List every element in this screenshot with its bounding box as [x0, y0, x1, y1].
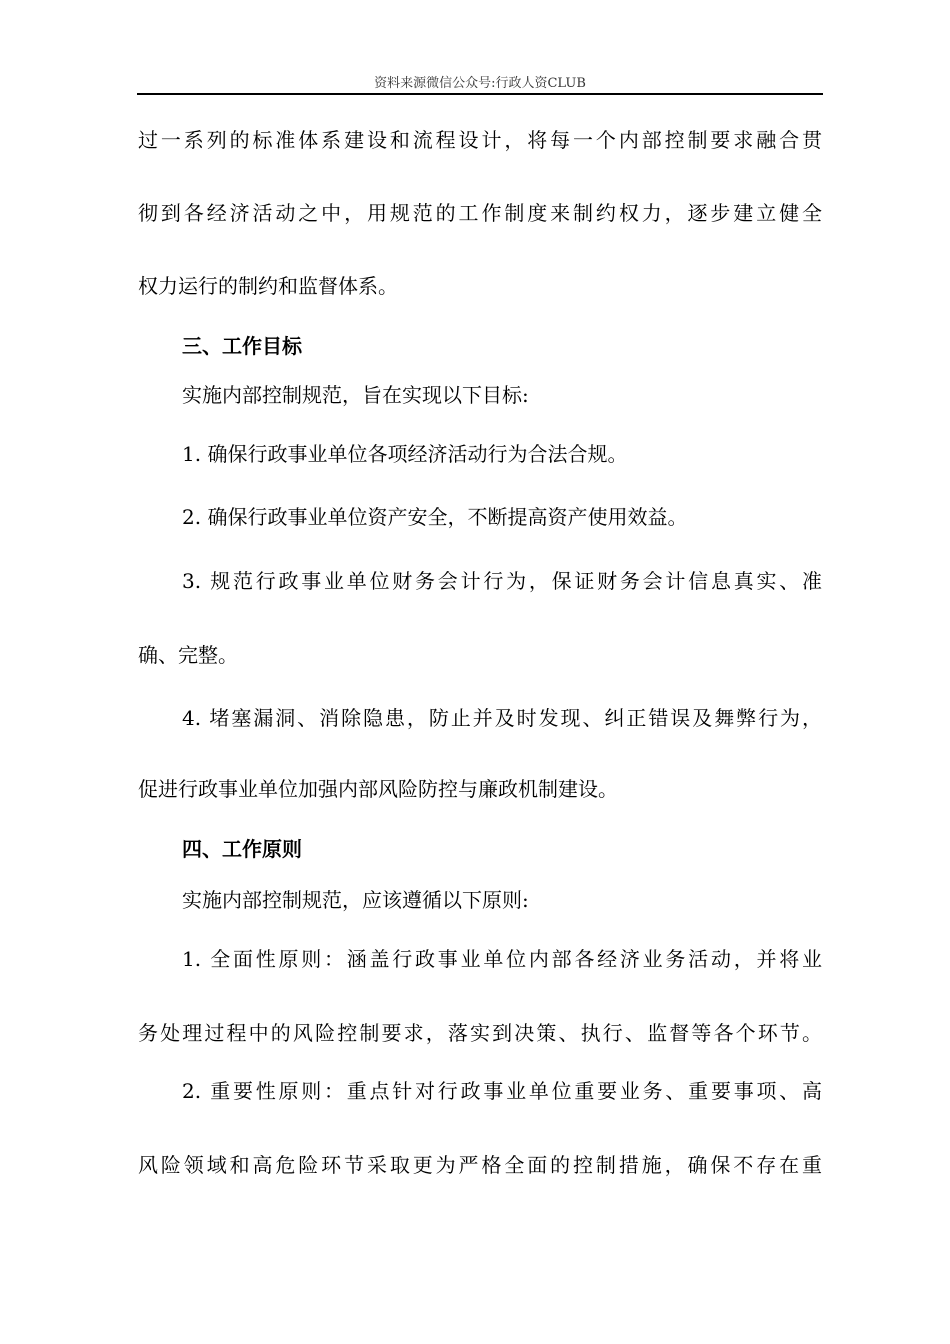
list-item: 1. 全面性原则：涵盖行政事业单位内部各经济业务活动，并将业 — [182, 947, 822, 971]
paragraph-line: 权力运行的制约和监督体系。 — [138, 274, 398, 298]
header-rule — [137, 93, 823, 95]
list-item: 3. 规范行政事业单位财务会计行为，保证财务会计信息真实、准 — [182, 569, 822, 593]
paragraph-line: 彻到各经济活动之中，用规范的工作制度来制约权力，逐步建立健全 — [138, 201, 822, 225]
paragraph-line: 风险领域和高危险环节采取更为严格全面的控制措施，确保不存在重 — [138, 1153, 822, 1177]
paragraph-line: 过一系列的标准体系建设和流程设计，将每一个内部控制要求融合贯 — [138, 128, 822, 152]
list-item: 1. 确保行政事业单位各项经济活动行为合法合规。 — [182, 442, 628, 466]
section-heading-goals: 三、工作目标 — [182, 334, 302, 358]
paragraph-line: 促进行政事业单位加强内部风险防控与廉政机制建设。 — [138, 777, 618, 801]
list-item: 2. 确保行政事业单位资产安全，不断提高资产使用效益。 — [182, 505, 688, 529]
page-header: 资料来源微信公众号:行政人资CLUB — [374, 76, 586, 91]
paragraph-line: 确、完整。 — [138, 643, 238, 667]
paragraph-line: 务处理过程中的风险控制要求，落实到决策、执行、监督等各个环节。 — [138, 1021, 822, 1045]
paragraph-line: 实施内部控制规范，应该遵循以下原则: — [182, 888, 529, 912]
list-item: 2. 重要性原则：重点针对行政事业单位重要业务、重要事项、高 — [182, 1079, 822, 1103]
section-heading-principles: 四、工作原则 — [182, 837, 302, 861]
list-item: 4. 堵塞漏洞、消除隐患，防止并及时发现、纠正错误及舞弊行为， — [182, 706, 822, 730]
paragraph-line: 实施内部控制规范，旨在实现以下目标: — [182, 383, 529, 407]
